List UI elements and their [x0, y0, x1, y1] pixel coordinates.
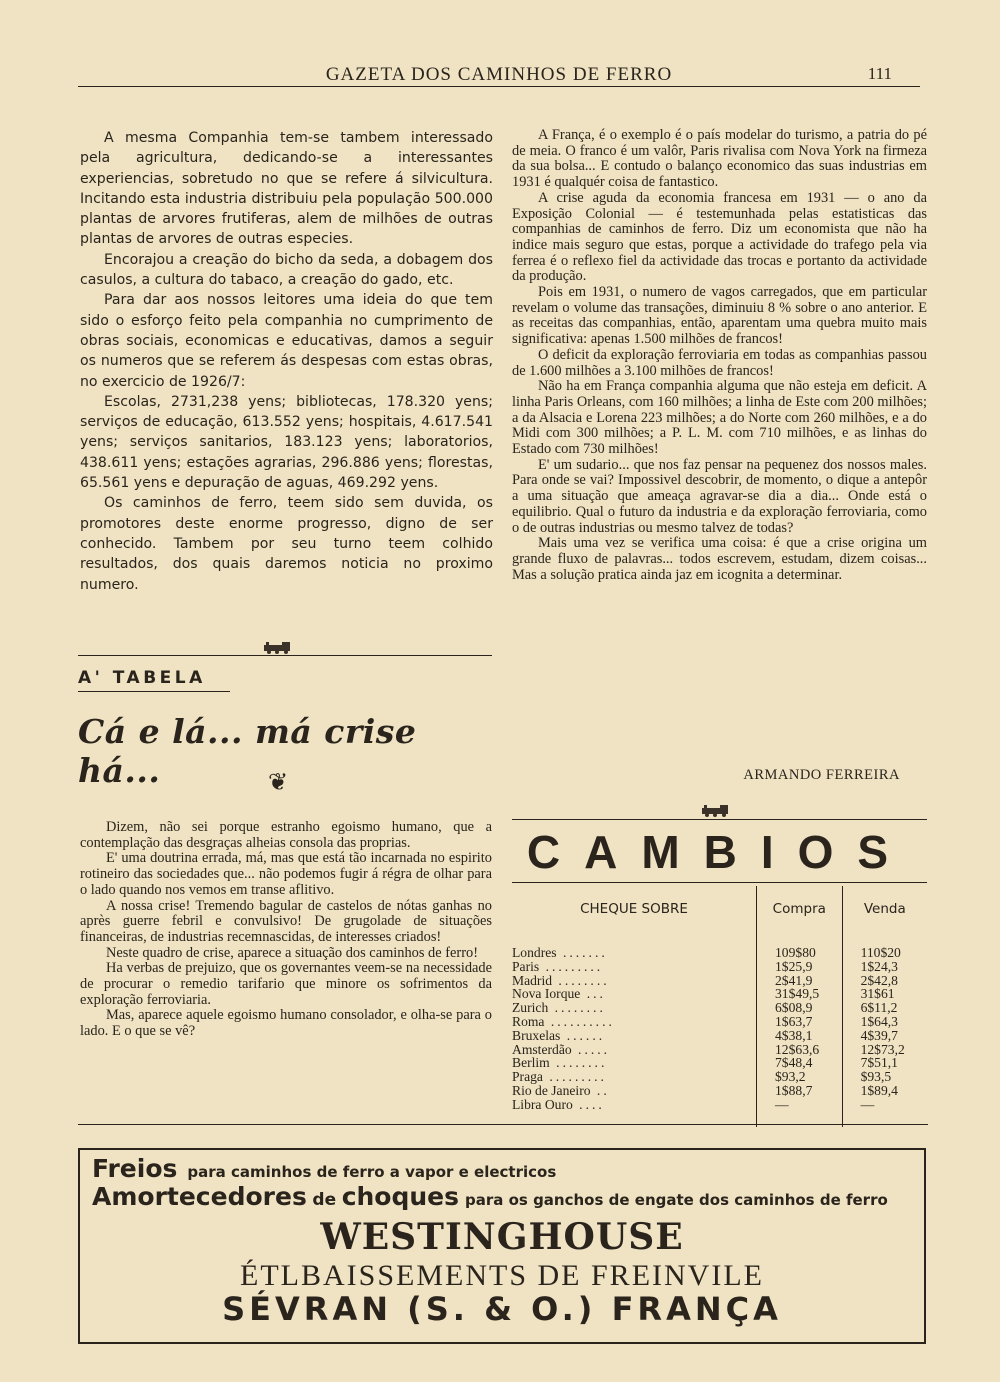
- advert-line-amortecedores: [92, 1182, 888, 1211]
- journal-title: GAZETA DOS CAMINHOS DE FERRO: [325, 64, 673, 85]
- right-paragraph: A França, é o exemplo é o país modelar do turismo, a patria do pé de meia. O franco é um valôr, Paris rivalisa com Nova York na firmeza da sua bolsa... E contudo o balanço economico das suas industrias em 1931 é qualquér coisa de fantastico.: [512, 127, 927, 191]
- right-paragraph: Pois em 1931, o numero de vagos carregados, que em particular revelam o volume das transações, diminuiu 8 % sobre o ano anterior. E as receitas das companhias, então, aparentam uma quebra muito mais significativa: apenas 1.500 milhões de francos!: [512, 284, 927, 348]
- venda-cell: 12$73,2: [842, 1043, 927, 1057]
- fleuron-icon: ❦: [268, 768, 289, 796]
- venda-cell: 1$89,4: [842, 1084, 927, 1098]
- venda-cell: 31$61: [842, 987, 927, 1001]
- right-paragraph: Não ha em França companhia alguma que não esteja em deficit. A linha Paris Orleans, com 160 milhões; a linha de Este com 200 milhões; a da Alsacia e Lorena 223 milhões; a do Norte com 260 milhões, e a do Midi com 300 milhões; a P. L. M. com 710 milhões, e as linhas do Estado com 730 milhões!: [512, 378, 927, 458]
- compra-cell: 6$08,9: [757, 1001, 843, 1015]
- venda-cell: —: [842, 1098, 927, 1127]
- city-cell: Paris .........: [512, 958, 604, 974]
- section-label: A' TABELA: [78, 668, 206, 688]
- venda-cell: 1$24,3: [842, 960, 927, 974]
- table-row: [512, 987, 927, 1001]
- table-row: [512, 1043, 927, 1057]
- crise-paragraph: Dizem, não sei porque estranho egoismo humano, que a contemplação das desgraças alheias consola das proprias.: [80, 819, 492, 851]
- dot-leader: .....: [571, 1041, 611, 1057]
- exchange-rates-table: [512, 886, 927, 1127]
- left-paragraph: A mesma Companhia tem-se tambem interessado pela agricultura, dedicando-se a interessantes experiencias, sobretudo no que se refere á silvicultura. Incitando esta industria distribuiu pela população 500.000 plantas de arvores frutiferas, alem de milhões de outras plantas de arvores de outras especies.: [80, 130, 493, 248]
- dot-leader: ...: [580, 986, 606, 1002]
- left-article: [80, 128, 493, 595]
- cambios-top-rule: [512, 819, 927, 820]
- dot-leader: ..........: [544, 1013, 615, 1029]
- left-paragraph: Escolas, 2731,238 yens; bibliotecas, 178.320 yens; serviços de educação, 613.552 yens; hospitais, 4.617.541 yens; serviços sanitarios, 183.123 yens; laboratorios, 438.611 yens; estações agrarias, 296.886 yens; florestas, 65.561 yens e depuração de aguas, 469.292 yens.: [80, 393, 493, 492]
- westinghouse-advert: [78, 1148, 926, 1344]
- crise-article: [80, 820, 492, 1040]
- table-row: [512, 1056, 927, 1070]
- table-row: [512, 932, 927, 960]
- table-row: [512, 1098, 927, 1127]
- compra-cell: 12$63,6: [757, 1043, 843, 1057]
- compra-cell: 7$48,4: [757, 1056, 843, 1070]
- city-cell: Praga .........: [512, 1069, 607, 1085]
- footer-divider: [78, 1124, 928, 1125]
- venda-cell: 7$51,1: [842, 1056, 927, 1070]
- table-row: [512, 1001, 927, 1015]
- table-row: [512, 974, 927, 988]
- right-article: [512, 128, 927, 583]
- table-row: [512, 1084, 927, 1098]
- city-cell: Roma ..........: [512, 1013, 615, 1029]
- dot-leader: ....: [572, 1096, 605, 1112]
- crise-paragraph: Ha verbas de prejuizo, que os governantes veem-se na necessidade de procurar o remedio tarifario que minore os sofrimentos da exploração ferroviaria.: [80, 960, 492, 1008]
- advert-place: SÉVRAN (S. & O.) FRANÇA: [222, 1290, 782, 1328]
- advert-line-freios: [92, 1154, 556, 1183]
- article-headline: Cá e lá... má crise há...: [78, 712, 417, 790]
- compra-cell: 31$49,5: [757, 987, 843, 1001]
- column-header-venda: Venda: [842, 886, 927, 932]
- city-cell: Libra Ouro ....: [512, 1096, 605, 1112]
- right-paragraph: Mais uma vez se verifica uma coisa: é que a crise origina um grande fluxo de palavras... todos escrevem, estudam, dizem coisas... Mas a solução pratica ainda jaz em icognita a determinar.: [512, 535, 927, 583]
- city-cell: Nova Iorque ...: [512, 986, 606, 1002]
- city-cell: Londres .......: [512, 945, 608, 960]
- compra-cell: 109$80: [757, 932, 843, 960]
- compra-cell: 1$63,7: [757, 1015, 843, 1029]
- exchange-rates-body: [512, 932, 927, 1127]
- city-cell: Rio de Janeiro ..: [512, 1082, 610, 1098]
- cambios-bottom-rule: [512, 882, 927, 883]
- venda-cell: $93,5: [842, 1070, 927, 1084]
- city-cell: Berlim ........: [512, 1055, 608, 1071]
- venda-cell: 6$11,2: [842, 1001, 927, 1015]
- venda-cell: 1$64,3: [842, 1015, 927, 1029]
- table-row: [512, 960, 927, 974]
- section-label-underline: [78, 691, 230, 692]
- right-paragraph: A crise aguda da economia francesa em 1931 — o ano da Exposição Colonial — é testemunhada pelas estatisticas das companhias de caminhos de ferro. Diz um economista que não ha indice mais seguro que estas, porque a actividade do trafego pela via ferrea é o reflexo fiel da actividade das trocas e portanto da actividade da produção.: [512, 189, 927, 285]
- compra-cell: 1$25,9: [757, 960, 843, 974]
- compra-cell: 2$41,9: [757, 974, 843, 988]
- crise-paragraph: E' uma doutrina errada, má, mas que está tão incarnada no espirito rotineiro das sociedades que... não podemos fugir á régra de olhar para o lado quando nos vemos em transe aflitivo.: [80, 850, 492, 898]
- author-signature: ARMANDO FERREIRA: [743, 767, 900, 783]
- dot-leader: ........: [549, 1055, 608, 1071]
- table-header-row: [512, 886, 927, 932]
- advert-freios: Freios: [92, 1154, 178, 1183]
- dot-leader: ........: [552, 972, 610, 988]
- city-cell: Amsterdão .....: [512, 1041, 611, 1057]
- dot-leader: ..: [590, 1082, 610, 1098]
- compra-cell: 1$88,7: [757, 1084, 843, 1098]
- table-row: [512, 1029, 927, 1043]
- venda-cell: 2$42,8: [842, 974, 927, 988]
- dot-leader: .........: [542, 1069, 607, 1085]
- column-header-cheque: CHEQUE SOBRE: [580, 901, 688, 917]
- page-number: 111: [867, 64, 892, 83]
- left-paragraph: Para dar aos nossos leitores uma ideia do que tem sido o esforço feito pela companhia no cumprimento de obras sociais, economicas e educativas, damos a seguir os numeros que se referem ás despesas com estas obras, no exercicio de 1926/7:: [80, 292, 493, 390]
- crise-paragraph: Mas, aparece aquele egoismo humano consolador, e olha-se para o lado. E o que se vê?: [80, 1007, 492, 1040]
- compra-cell: $93,2: [757, 1070, 843, 1084]
- table-row: [512, 1015, 927, 1029]
- left-paragraph: Os caminhos de ferro, teem sido sem duvida, os promotores deste enorme progresso, digno de ser conhecido. Tambem por seu turno teem colhido resultados, dos quais daremos noticia no proximo numero.: [80, 495, 493, 593]
- right-paragraph: E' um sudario... que nos faz pensar na pequenez dos nossos males. Para onde se vai? Impossivel descobrir, de momento, o dique a antepôr a uma situação que ameaça agravar-se dia a dia... Onde está o equilibrio. Qual o futuro da industria e da exploração ferroviaria, como o de outras industrias ou mesmo talvez de todas?: [512, 456, 927, 536]
- advert-de: de: [312, 1190, 337, 1210]
- city-cell: Zurich ........: [512, 1000, 606, 1016]
- compra-cell: —: [757, 1098, 843, 1127]
- dot-leader: ........: [548, 1000, 606, 1016]
- cambios-title: CAMBIOS: [526, 826, 913, 878]
- column-header-compra: Compra: [757, 886, 843, 932]
- left-paragraph: Encorajou a creação do bicho da seda, a dobagem dos casulos, a cultura do tabaco, a creação do gado, etc.: [80, 251, 493, 289]
- venda-cell: 110$20: [842, 932, 927, 960]
- advert-brand: WESTINGHOUSE: [320, 1216, 684, 1258]
- city-cell: Bruxelas ......: [512, 1027, 606, 1043]
- city-cell: Madrid ........: [512, 972, 610, 988]
- section-divider: [78, 655, 492, 656]
- advert-company: ÉTLBAISSEMENTS DE FREINVILE: [240, 1259, 764, 1292]
- compra-cell: 4$38,1: [757, 1029, 843, 1043]
- dot-leader: .......: [556, 945, 608, 960]
- crise-paragraph: A nossa crise! Tremendo bagular de castelos de nótas ganhas no après guerre febril e convulsivo! De grugolade de situações financeiras, de industrias recemnascidas, de interesses criados!: [80, 897, 492, 945]
- dot-leader: ......: [560, 1027, 606, 1043]
- venda-cell: 4$39,7: [842, 1029, 927, 1043]
- page-header: [78, 62, 920, 87]
- advert-choques-desc: para os ganchos de engate dos caminhos de ferro: [465, 1191, 888, 1209]
- advert-amortecedores: Amortecedores: [92, 1182, 307, 1211]
- advert-choques: choques: [341, 1182, 460, 1211]
- dot-leader: .........: [539, 958, 604, 974]
- table-row: [512, 1070, 927, 1084]
- advert-freios-desc: para caminhos de ferro a vapor e electricos: [187, 1163, 557, 1181]
- crise-paragraph: Neste quadro de crise, aparece a situação dos caminhos de ferro!: [106, 944, 478, 961]
- right-paragraph: O deficit da exploração ferroviaria em todas as companhias passou de 1.600 milhões a 3.100 milhões de francos!: [512, 346, 927, 379]
